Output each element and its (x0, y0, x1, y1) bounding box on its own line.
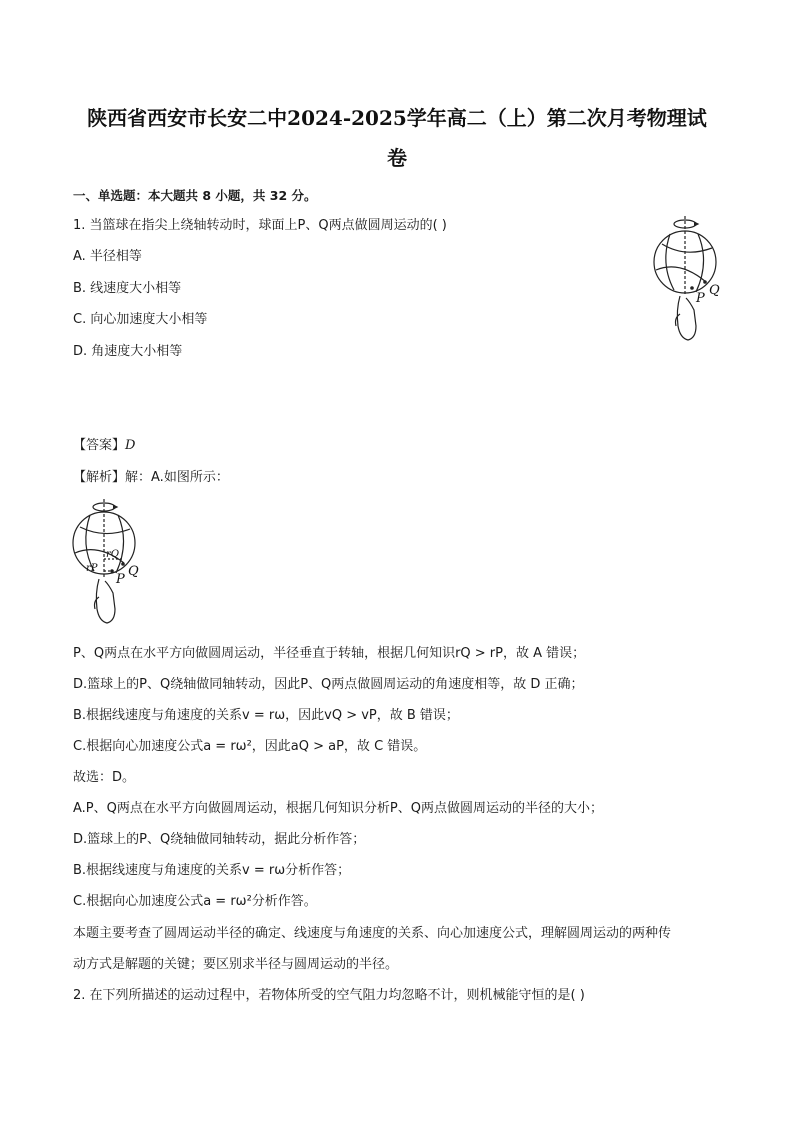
label-rp: rP (86, 563, 98, 574)
point-q-dot (121, 562, 125, 566)
point-p-dot (690, 286, 694, 290)
label-p: P (696, 291, 705, 306)
analysis-figure (66, 497, 156, 629)
exam-title-continued: 卷 (387, 146, 407, 170)
analysis-tag: 【解析】 (73, 470, 126, 485)
point-p-dot (110, 569, 114, 573)
question-2-stem: 2. 在下列所描述的运动过程中，若物体所受的空气阻力均忽略不计，则机械能守恒的是( ) (73, 988, 585, 1003)
analysis-line-5: 故选：D。 (73, 770, 136, 785)
finger-hand (677, 296, 696, 340)
label-rq: rQ (106, 549, 119, 560)
analysis-intro: 解：A.如图所示： (125, 470, 229, 485)
label-p: P (116, 572, 125, 587)
finger-hand (96, 579, 115, 623)
analysis-line-8: B.根据线速度与角速度的关系v = rω分析作答； (73, 863, 351, 878)
analysis-line-9: C.根据向心加速度公式a = rω²分析作答。 (73, 894, 317, 909)
question-1-stem: 1. 当篮球在指尖上绕轴转动时，球面上P、Q两点做圆周运动的( ) (73, 218, 447, 233)
analysis-line-4: C.根据向心加速度公式a = rω²，因此aQ > aP，故 C 错误。 (73, 739, 427, 754)
analysis-line-10: 本题主要考查了圆周运动半径的确定、线速度与角速度的关系、向心加速度公式，理解圆周运动的两种传 (73, 926, 672, 941)
answer-tag: 【答案】 (73, 438, 126, 453)
point-q-dot (703, 280, 707, 284)
analysis-line-1: P、Q两点在水平方向做圆周运动，半径垂直于转轴，根据几何知识rQ > rP，故 A 错误； (73, 646, 586, 661)
section-heading: 一、单选题：本大题共 8 小题，共 32 分。 (73, 188, 317, 203)
option-c: C. 向心加速度大小相等 (73, 312, 208, 327)
option-a: A. 半径相等 (73, 249, 142, 264)
analysis-intro-line (73, 469, 229, 487)
analysis-line-11: 动方式是解题的关键；要区别求半径与圆周运动的半径。 (73, 957, 399, 972)
basketball-figure (640, 214, 730, 346)
answer-line (73, 437, 135, 455)
label-q: Q (128, 564, 139, 579)
analysis-line-2: D.篮球上的P、Q绕轴做同轴转动，因此P、Q两点做圆周运动的角速度相等，故 D 正确； (73, 677, 584, 692)
analysis-line-3: B.根据线速度与角速度的关系v = rω，因此vQ > vP，故 B 错误； (73, 708, 459, 723)
analysis-line-6: A.P、Q两点在水平方向做圆周运动，根据几何知识分析P、Q两点做圆周运动的半径的大小； (73, 801, 603, 816)
label-q: Q (709, 283, 720, 298)
analysis-line-7: D.篮球上的P、Q绕轴做同轴转动，据此分析作答； (73, 832, 366, 847)
option-d: D. 角速度大小相等 (73, 344, 183, 359)
option-b: B. 线速度大小相等 (73, 281, 182, 296)
exam-title: 陕西省西安市长安二中2024-2025学年高二（上）第二次月考物理试 (87, 106, 707, 130)
answer-value: D (125, 438, 136, 453)
